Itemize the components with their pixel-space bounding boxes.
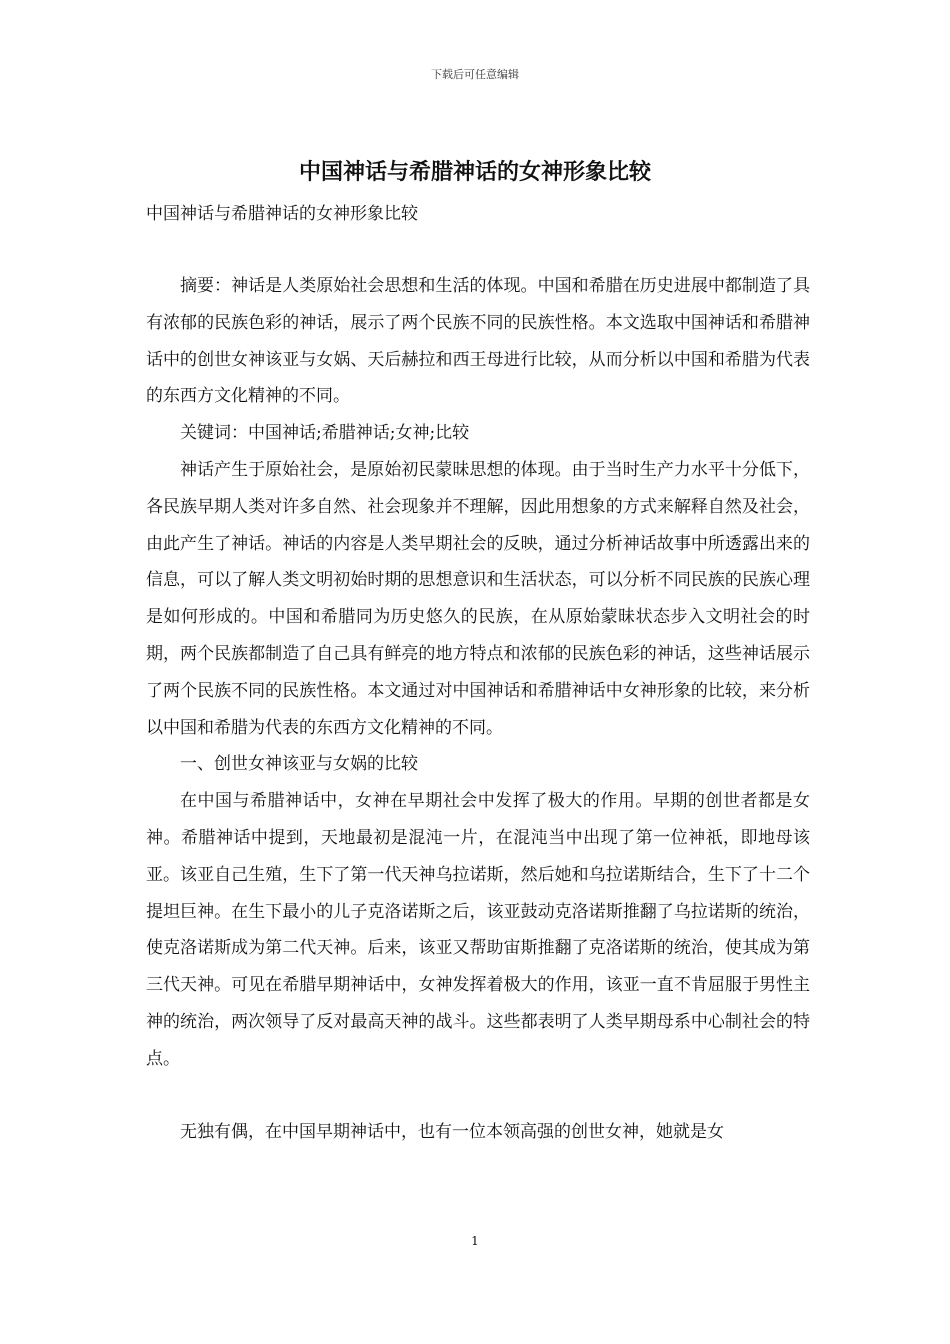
abstract-paragraph: 摘要：神话是人类原始社会思想和生活的体现。中国和希腊在历史进展中都制造了具有浓郁的民族色彩的神话，展示了两个民族不同的民族性格。本文选取中国神话和希腊神话中的创世女神该亚与女娲、天后赫拉和西王母进行比较，从而分析以中国和希腊为代表的东西方文化精神的不同。 bbox=[146, 276, 810, 407]
section-heading: 一、创世女神该亚与女娲的比较 bbox=[180, 754, 418, 775]
page-header-note: 下载后可任意编辑 bbox=[431, 68, 519, 81]
document-subtitle: 中国神话与希腊神话的女神形象比较 bbox=[146, 204, 418, 224]
page-number: 1 bbox=[471, 1234, 479, 1248]
body-paragraph: 无独有偶，在中国早期神话中，也有一位本领高强的创世女神，她就是女 bbox=[180, 1122, 724, 1143]
document-title: 中国神话与希腊神话的女神形象比较 bbox=[298, 160, 651, 185]
document-body bbox=[146, 268, 810, 1151]
keywords-paragraph: 关键词：中国神话;希腊神话;女神;比较 bbox=[180, 423, 470, 444]
intro-paragraph: 神话产生于原始社会，是原始初民蒙昧思想的体现。由于当时生产力水平十分低下，各民族早期人类对许多自然、社会现象并不理解，因此用想象的方式来解释自然及社会，由此产生了神话。神话的内容是人类早期社会的反映，通过分析神话故事中所透露出来的信息，可以了解人类文明初始时期的思想意识和生活状态，可以分析不同民族的民族心理是如何形成的。中国和希腊同为历史悠久的民族，在从原始蒙昧状态步入文明社会的时期，两个民族都制造了自己具有鲜亮的地方特点和浓郁的民族色彩的神话，这些神话展示了两个民族不同的民族性格。本文通过对中国神话和希腊神话中女神形象的比较，来分析以中国和希腊为代表的东西方文化精神的不同。 bbox=[146, 459, 810, 738]
body-paragraph: 在中国与希腊神话中，女神在早期社会中发挥了极大的作用。早期的创世者都是女神。希腊神话中提到，天地最初是混沌一片，在混沌当中出现了第一位神祇，即地母该亚。该亚自己生殖，生下了第一代天神乌拉诺斯，然后她和乌拉诺斯结合，生下了十二个提坦巨神。在生下最小的儿子克洛诺斯之后，该亚鼓动克洛诺斯推翻了乌拉诺斯的统治，使克洛诺斯成为第二代天神。后来，该亚又帮助宙斯推翻了克洛诺斯的统治，使其成为第三代天神。可见在希腊早期神话中，女神发挥着极大的作用，该亚一直不肯屈服于男性主神的统治，两次领导了反对最高天神的战斗。这些都表明了人类早期母系中心制社会的特点。 bbox=[146, 791, 810, 1069]
